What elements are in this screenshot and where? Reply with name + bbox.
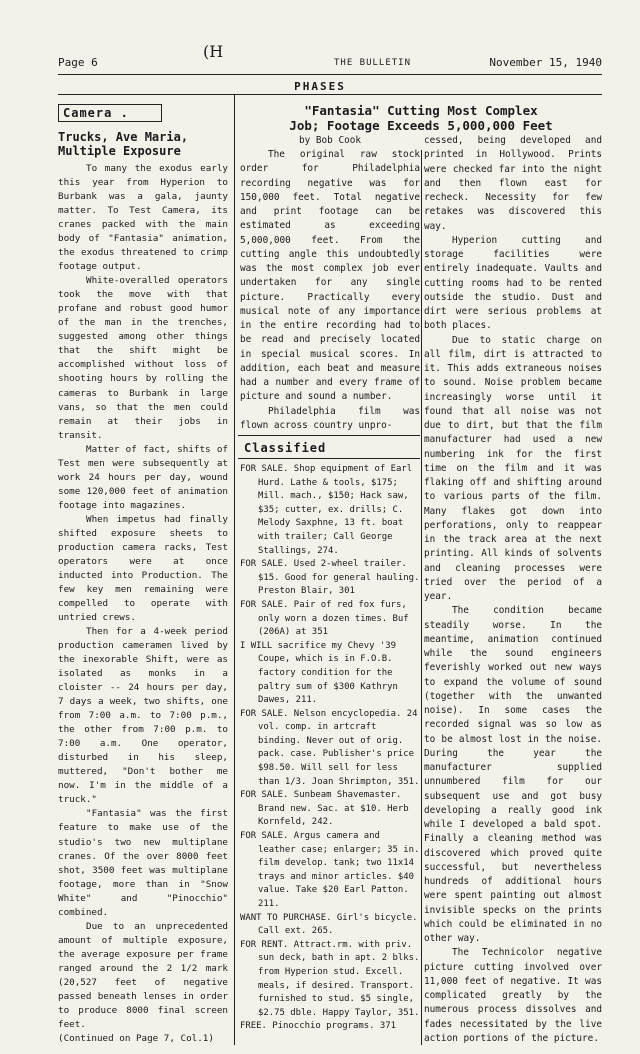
classified-ads [240, 463, 422, 1034]
column-divider-left [234, 95, 235, 1045]
header-rule-top [58, 74, 602, 75]
byline: by Bob Cook [298, 135, 362, 146]
camera-paragraph: Then for a 4-week period production cameramen lived by the inexorable Shift, were as isolated as monks in a cloister -- 24 hours per day, 7 days a week, two shifts, one from 7:00 a.m. to 7:00 p.m., the other from 7:00 p.m. to 7:00 a.m. One operator, disturbed in his sleep, muttered, "Don't bother me now. I'm in the middle of a truck." [58, 626, 228, 806]
camera-paragraph: Matter of fact, shifts of Test men were subsequently at work 24 hours per day, wound some 120,000 feet of animation footage into magazines. [58, 443, 228, 511]
classified-heading: Classified [244, 441, 327, 455]
continuation-note: (Continued on Page 7, Col.1) [58, 1032, 214, 1044]
fantasia-paragraph: Philadelphia film was flown across country unpro- [240, 405, 420, 431]
fantasia-paragraph: The original raw stock order for Philadelphia recording negative was for 150,000 feet. Total negative and print footage can be estimated as exceeding 5,000,000 feet. From the cutting angle this undoubtedly was the most complex job ever undertaken for any single picture. Practically every musical note of any importance in the entire recording had to be read and precisely located in special musical scores. In addition, each beat and measure had a number and every frame of picture and sound a number. [240, 149, 420, 403]
classified-ad: FOR SALE. Used 2-wheel trailer. $15. Good for general hauling. Preston Blair, 301 [240, 559, 420, 597]
classified-ad: FOR SALE. Argus camera and leather case; enlarger; 35 in. film develop. tank; two 11x14 trays and minor articles. $40 value. Take $20 Earl Patton. 211. [240, 831, 420, 909]
classified-ad: FOR SALE. Nelson encyclopedia. 24 vol. comp. in artcraft binding. Never out of orig. pack. case. Publisher's price $98.50. Will sell for less than 1/3. Joan Shrimpton, 351. [240, 708, 420, 787]
fantasia-headline-line2: Job; Footage Exceeds 5,000,000 Feet [289, 118, 553, 133]
fantasia-headline [240, 103, 602, 133]
fantasia-paragraph: Due to static charge on all film, dirt is attracted to it. This adds extraneous noises to sound. Noise problem became increasingly worse until it found that all noise was not due to dirt, but that the film manufacturer had used a new numbering ink for the first time on the film and it was flaking off and shifting around to various parts of the film. Many flakes got down into perforations, only to reappear in the track area at the next printing. All kinds of solvents and cleaning processes were tried over the period of a year. [424, 334, 602, 602]
fantasia-paragraph: cessed, being developed and printed in Hollywood. Prints were checked far into the night and then flown east for recheck. Necessity for few retakes was discovered this way. [424, 135, 602, 232]
classified-ad: WANT TO PURCHASE. Girl's bicycle. Call ext. 265. [240, 912, 418, 937]
camera-paragraph: White-overalled operators took the move with that profane and robust good humor of the man in the trenches, suggested among other things that the shift might be accomplished without loss of shooting hours by rolling the cameras to Burbank in large vans, so that the men could remain at their jobs in transit. [58, 275, 228, 441]
publication-title: THE BULLETIN [334, 58, 412, 68]
camera-paragraph: Due to an unprecedented amount of multiple exposure, the average exposure per frame ranged around the 2 1/2 mark (20,527 feet of negative passed beneath lenses in order to produce 8000 final screen feet. [58, 920, 228, 1030]
fantasia-paragraph: Hyperion cutting and storage facilities were entirely inadequate. Vaults and cutting rooms had to be rented outside the studio. Dust and dirt were serious problems at both places. [424, 234, 602, 332]
classified-ad: I WILL sacrifice my Chevy '39 Coupe, which is in F.O.B. factory condition for the paltry sum of $300 Kathryn Dawes, 211. [240, 640, 398, 706]
classified-ad: FOR SALE. Sunbeam Shavemaster. Brand new. Sac. at $10. Herb Kornfeld, 242. [240, 790, 409, 828]
camera-paragraph: When impetus had finally shifted exposure sheets to production camera racks, Test operators were at once inducted into Production. The few key men remaining were compelled to operate with untried crews. [58, 513, 228, 623]
fantasia-column-middle [240, 148, 420, 433]
fantasia-column-right [424, 134, 602, 1046]
page-number: Page 6 [58, 56, 98, 69]
camera-article [58, 162, 228, 1046]
fantasia-paragraph: The condition became steadily worse. In the meantime, animation continued while the sound engineers feverishly worked out new ways to expand the volume of sound (together with the unwanted noise). In some cases the recorded signal was so low as to be almost lost in the noise. During the year the manufacturer supplied unnumbered film for our subsequent use and got busy developing a really good ink while I developed a bald spot. Finally a cleaning method was discovered which proved quite successful, but nevertheless hundreds of additional hours were spent painting out almost invisible specks on the prints which could be eliminated in no other way. [424, 605, 602, 944]
fantasia-headline-line1: "Fantasia" Cutting Most Complex [304, 103, 538, 118]
camera-paragraph: To many the exodus early this year from Hyperion to Burbank was a gala, jaunty matter. To Test Camera, its cranes packed with the main body of "Fantasia" animation, the exodus threatened to crimp footage output. [58, 163, 228, 273]
classified-ad: FREE. Pinocchio programs. 371 [240, 1021, 397, 1032]
header-rule-bottom [58, 94, 602, 95]
handwritten-mark: (H [203, 42, 224, 61]
camera-paragraph: "Fantasia" was the first feature to make use of the studio's two new multiplane cranes. Of the over 8000 feet shot, 3500 feet was multiplane footage, more than in "Snow White" and "Pinocchio" combined. [58, 808, 228, 918]
classified-ad: FOR SALE. Shop equipment of Earl Hurd. Lathe & tools, $175; Mill. mach., $150; Hack saw, $35; cutter, ex. drills; C. Melody Saxphne, 13 ft. boat with trailer; Call George Stallings, 274. [240, 464, 413, 556]
classified-ad: FOR SALE. Pair of red fox furs, only worn a dozen times. Buf (206A) at 351 [240, 599, 409, 638]
classified-ad: FOR RENT. Attract.rm. with priv. sun deck, bath in apt. 2 blks. from Hyperion stud. Excell. meals, if desired. Transport. furnished to stud. $5 single, $2.75 dble. Happy Taylor, 351. [240, 939, 420, 1018]
section-title: PHASES [294, 80, 346, 93]
camera-headline: Trucks, Ave Maria, Multiple Exposure [58, 130, 189, 158]
issue-date: November 15, 1940 [489, 56, 602, 69]
camera-section-label: Camera . [58, 104, 162, 122]
fantasia-paragraph: The Technicolor negative picture cutting involved over 11,000 feet of negative. It was complicated greatly by the numerous process dissolves and fades necessitated by the live action portions of the picture. [424, 947, 602, 1044]
